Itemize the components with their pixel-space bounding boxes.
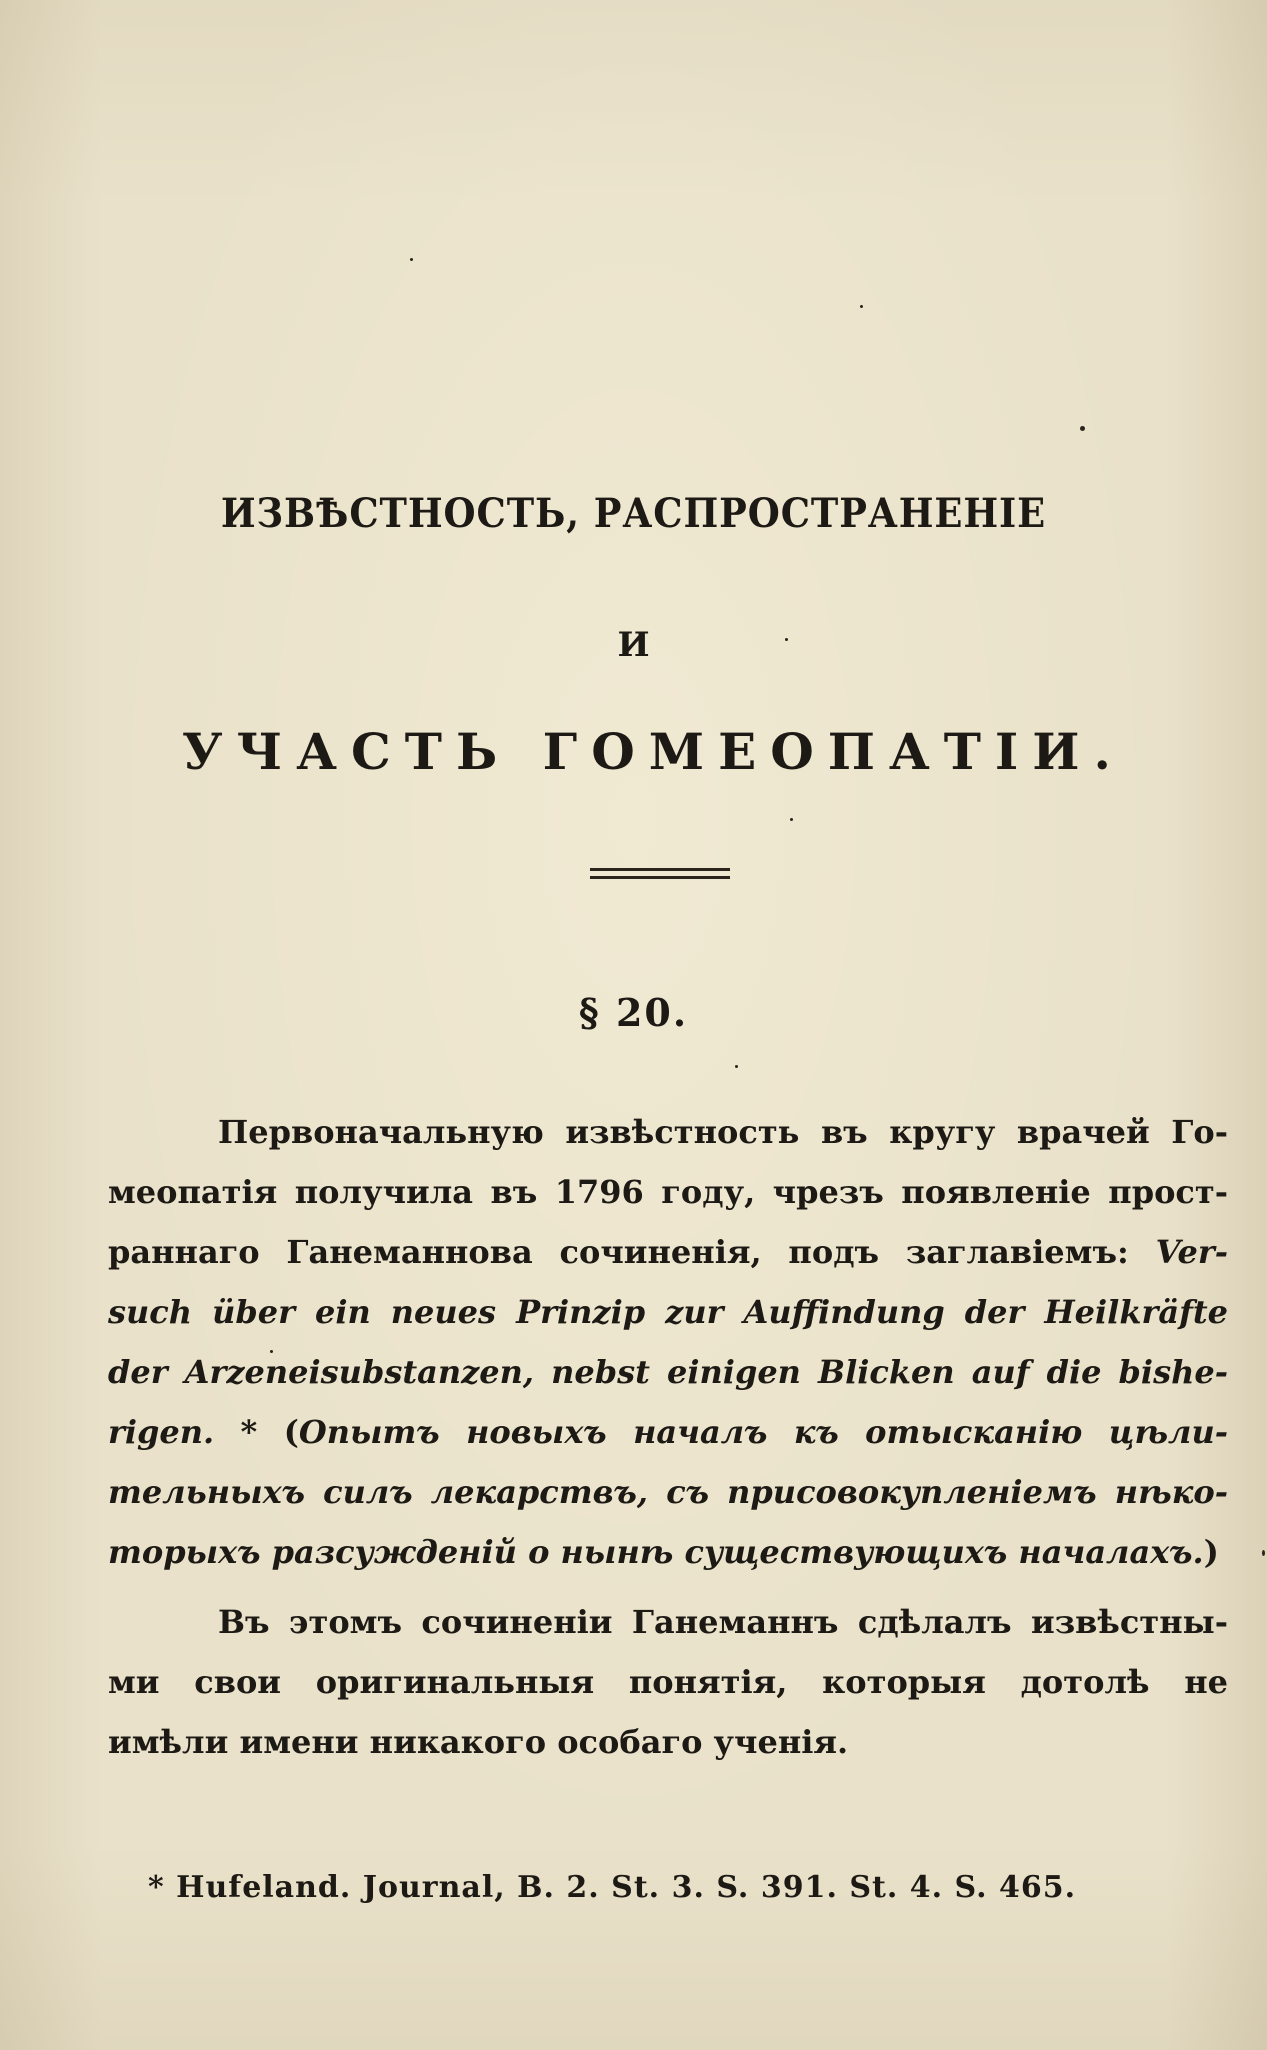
italic-run: such über ein neues Prinzip zur Auffindung der Heilkräfte	[108, 1293, 1228, 1331]
paper-speck	[790, 818, 793, 821]
paragraph-2-line-3: имѣли имени никакого особаго ученія.	[108, 1723, 849, 1761]
chapter-conjunction: И	[617, 625, 650, 665]
paragraph-1-line-4	[108, 1290, 1228, 1334]
chapter-title: ИЗВѢСТНОСТЬ, РАСПРОСТРАНЕНІЕ	[220, 490, 1047, 537]
paragraph-1-line-5	[108, 1350, 1228, 1394]
paragraph-1-line-8	[108, 1530, 1228, 1574]
paragraph-2-line-2: ми свои оригинальныя понятія, которыя дотолѣ не	[108, 1663, 1228, 1701]
double-rule-bottom	[590, 876, 730, 879]
paper-speck	[1262, 1550, 1265, 1556]
paragraph-1-line-2	[108, 1170, 1228, 1214]
paper-speck	[860, 305, 863, 308]
italic-run: rigen.	[108, 1413, 215, 1451]
paper-speck	[1080, 426, 1085, 431]
text-run: )	[1203, 1533, 1219, 1571]
double-rule-top	[590, 868, 730, 871]
paragraph-2-line-1: Въ этомъ сочиненіи Ганеманнъ сдѣлалъ извѣстны-	[218, 1603, 1228, 1641]
paragraph-1-line-3	[108, 1230, 1228, 1274]
italic-run: der Arzeneisubstanzen, nebst einigen Blicken auf die bishe-	[108, 1353, 1228, 1391]
footnote-marker: * (	[214, 1413, 299, 1451]
text-run: Первоначальную извѣстность въ кругу врачей Го-	[218, 1113, 1228, 1151]
footnote: * Hufeland. Journal, B. 2. St. 3. S. 391. St. 4. S. 465.	[148, 1870, 1077, 1905]
italic-run: Опытъ новыхъ началъ къ отысканію цѣли-	[298, 1413, 1229, 1451]
italic-run: торыхъ разсужденій о нынѣ существующихъ началахъ.	[108, 1533, 1204, 1571]
paper-speck	[785, 638, 788, 641]
italic-run: Ver-	[1155, 1233, 1228, 1271]
italic-run: тельныхъ силъ лекарствъ, съ присовокупленіемъ нѣко-	[108, 1473, 1228, 1511]
paper-speck	[735, 1065, 738, 1068]
text-run: меопатія получила въ 1796 году, чрезъ появленіе прост-	[108, 1173, 1228, 1211]
section-number: § 20.	[578, 990, 689, 1035]
paragraph-1-line-1	[218, 1110, 1228, 1154]
paragraph-1-line-6	[108, 1410, 1228, 1454]
text-run: раннаго Ганеманнова сочиненія, подъ заглавіемъ:	[108, 1233, 1156, 1271]
chapter-subtitle: УЧАСТЬ ГОМЕОПАТІИ.	[182, 722, 1125, 781]
paper-speck	[410, 258, 413, 261]
paragraph-1-line-7	[108, 1470, 1228, 1514]
paper-speck	[270, 1350, 273, 1353]
